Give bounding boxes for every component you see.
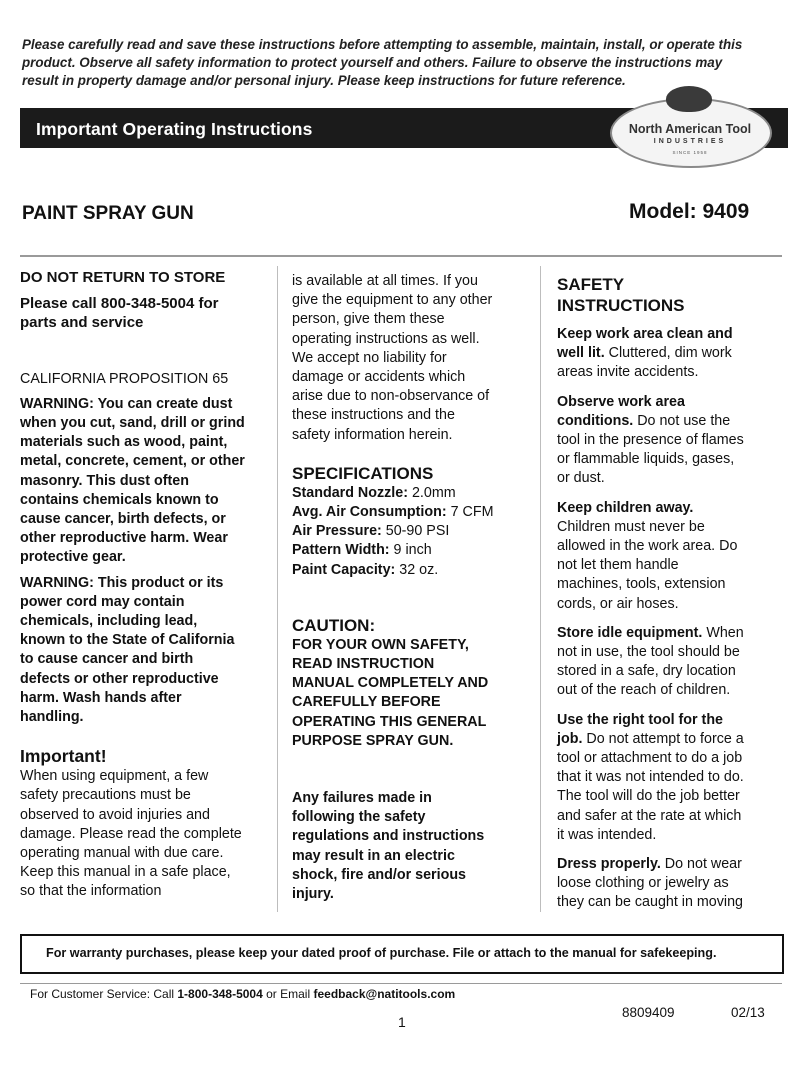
rule-text: Cluttered, dim work <box>604 345 732 362</box>
text-line: When using equipment, a few <box>20 768 209 785</box>
intro-notice <box>22 36 782 90</box>
specifications-heading: SPECIFICATIONS <box>292 463 434 483</box>
spec-row <box>292 503 524 522</box>
failures-line: injury. <box>292 886 334 903</box>
rule-text: it was intended. <box>557 826 657 843</box>
intro-line: product. Observe all safety information to protect yourself and others. Failure to observe the instructions may <box>22 55 723 70</box>
logo-industries: INDUSTRIES <box>653 138 727 145</box>
text-line: We accept no liability for <box>292 349 447 366</box>
warning-line: handling. <box>20 709 84 726</box>
rule-text: cords, or air hoses. <box>557 595 679 612</box>
spec-value: 2.0mm <box>407 484 456 501</box>
spec-label: Avg. Air Consumption: <box>292 504 447 521</box>
safety-rule-conditions <box>557 393 771 489</box>
spec-value: 9 inch <box>389 542 432 559</box>
rule-text: tool or attachment to do a job <box>557 750 743 767</box>
failures-line: shock, fire and/or serious <box>292 866 466 883</box>
text-line: these instructions and the <box>292 407 455 424</box>
footer-text: or Email <box>262 987 314 1001</box>
failures-line: Any failures made in <box>292 790 432 807</box>
column-right <box>557 274 771 913</box>
safety-heading: SAFETY <box>557 275 625 294</box>
rule-title: Dress properly. <box>557 856 661 873</box>
footer-text: For Customer Service: Call <box>30 987 178 1001</box>
spec-label: Pattern Width: <box>292 542 390 559</box>
rule-text: Do not use the <box>633 412 731 429</box>
rule-title: Keep children away. <box>557 499 694 516</box>
globe-icon <box>666 86 712 112</box>
rule-text: areas invite accidents. <box>557 364 699 381</box>
warning-lead <box>20 574 272 728</box>
warning-line: other reproductive harm. Wear <box>20 530 228 547</box>
document-date: 02/13 <box>731 1005 765 1020</box>
caution-line: FOR YOUR OWN SAFETY, <box>292 636 469 653</box>
warning-line: masonry. This dust often <box>20 472 189 489</box>
caution-line: OPERATING THIS GENERAL <box>292 713 487 730</box>
rule-text: or flammable liquids, gases, <box>557 451 735 468</box>
column-middle <box>292 272 524 904</box>
text-line: safety precautions must be <box>20 787 191 804</box>
text-line: safety information herein. <box>292 426 453 443</box>
logo-name: North American Tool <box>628 122 752 136</box>
safety-heading: INSTRUCTIONS <box>557 296 685 315</box>
warning-line: cause cancer, birth defects, or <box>20 511 226 528</box>
rule-title: well lit. <box>557 345 605 362</box>
rule-text: loose clothing or jewelry as <box>557 875 729 892</box>
warning-line: known to the State of California <box>20 632 235 649</box>
failures-text <box>292 789 524 904</box>
rule-title: Store idle equipment. <box>557 624 703 641</box>
important-text <box>20 767 272 901</box>
failures-line: regulations and instructions <box>292 828 485 845</box>
spec-value: 32 oz. <box>395 561 439 578</box>
warning-line: WARNING: This product or its <box>20 574 224 591</box>
rule-title: Keep work area clean and <box>557 326 733 342</box>
warning-line: when you cut, sand, drill or grind <box>20 415 245 432</box>
spec-label: Paint Capacity: <box>292 561 396 578</box>
spec-value: 50-90 PSI <box>381 523 450 540</box>
text-line: give the equipment to any other <box>292 292 493 309</box>
model-number: Model: 9409 <box>629 200 750 223</box>
call-line: Please call 800-348-5004 for <box>20 295 219 313</box>
warning-line: contains chemicals known to <box>20 491 219 508</box>
prop65-heading: CALIFORNIA PROPOSITION 65 <box>20 370 229 387</box>
call-line: parts and service <box>20 314 144 332</box>
footer-email: feedback@natitools.com <box>313 987 456 1001</box>
banner-title: Important Operating Instructions <box>36 119 313 139</box>
warning-line: to cause cancer and birth <box>20 651 194 668</box>
warning-line: protective gear. <box>20 549 126 566</box>
warning-line: power cord may contain <box>20 593 185 610</box>
bottom-divider <box>20 983 782 984</box>
logo-since: SINCE 1958 <box>672 150 708 155</box>
text-line: operating instructions as well. <box>292 330 480 347</box>
caution-line: READ INSTRUCTION <box>292 656 435 673</box>
rule-text: Children must never be <box>557 518 705 535</box>
rule-line <box>557 855 771 874</box>
rule-text: not let them handle <box>557 557 679 574</box>
spec-label: Air Pressure: <box>292 523 382 540</box>
safety-rule-children <box>557 499 771 614</box>
rule-title: job. <box>557 730 583 747</box>
safety-rule-work-area <box>557 325 771 383</box>
rule-line <box>557 344 771 363</box>
rule-text: machines, tools, extension <box>557 576 726 593</box>
rule-text: Do not wear <box>660 856 742 873</box>
text-line: damage or accidents which <box>292 369 466 386</box>
footer-phone: 1-800-348-5004 <box>177 987 263 1001</box>
column-left <box>20 268 272 902</box>
text-line: so that the information <box>20 883 162 900</box>
failures-line: following the safety <box>292 809 426 826</box>
spec-row <box>292 484 524 503</box>
spec-row <box>292 522 524 541</box>
intro-line: result in property damage and/or personal injury. Please keep instructions for future reference. <box>22 73 626 88</box>
rule-text: Do not attempt to force a <box>582 730 744 747</box>
rule-title: Use the right tool for the <box>557 711 723 728</box>
top-divider <box>20 255 782 257</box>
page-number: 1 <box>398 1014 406 1030</box>
intro-line: Please carefully read and save these instructions before attempting to assemble, maintain, install, or operate this <box>22 37 743 52</box>
rule-text: and safer at the rate at which <box>557 807 742 824</box>
rule-line <box>557 730 771 749</box>
warning-dust <box>20 395 272 568</box>
caution-line: PURPOSE SPRAY GUN. <box>292 732 454 749</box>
safety-rule-right-tool <box>557 711 771 845</box>
safety-rule-idle-equipment <box>557 624 771 701</box>
column-divider <box>277 266 278 912</box>
do-not-return-heading: DO NOT RETURN TO STORE <box>20 269 226 286</box>
warning-line: materials such as wood, paint, <box>20 434 228 451</box>
rule-text: allowed in the work area. Do <box>557 538 738 555</box>
rule-title: Observe work area <box>557 393 685 410</box>
text-line: operating manual with due care. <box>20 845 224 862</box>
failures-line: may result in an electric <box>292 847 455 864</box>
text-line: arise due to non-observance of <box>292 388 490 405</box>
text-line: damage. Please read the complete <box>20 825 242 842</box>
rule-text: stored in a safe, dry location <box>557 663 736 680</box>
rule-line <box>557 412 771 431</box>
text-line: is available at all times. If you <box>292 273 478 289</box>
rule-text: When <box>702 624 744 641</box>
rule-text: that it was not intended to do. <box>557 769 744 786</box>
rule-text: or dust. <box>557 470 605 487</box>
rule-title: conditions. <box>557 412 634 429</box>
rule-text: The tool will do the job better <box>557 788 740 805</box>
text-line: person, give them these <box>292 311 445 328</box>
customer-service-footer <box>30 987 455 1001</box>
rule-text: they can be caught in moving <box>557 894 743 911</box>
warning-line: defects or other reproductive <box>20 670 219 687</box>
caution-text <box>292 636 524 751</box>
rule-text: tool in the presence of flames <box>557 432 744 449</box>
spec-label: Standard Nozzle: <box>292 484 408 501</box>
safety-rule-dress <box>557 855 771 913</box>
warning-line: harm. Wash hands after <box>20 689 182 706</box>
company-logo <box>610 86 770 168</box>
column-divider <box>540 266 541 912</box>
caution-line: CAREFULLY BEFORE <box>292 694 441 711</box>
text-line: Keep this manual in a safe place, <box>20 864 231 881</box>
important-heading: Important! <box>20 746 107 767</box>
warning-line: chemicals, including lead, <box>20 613 198 630</box>
warning-line: metal, concrete, cement, or other <box>20 453 245 470</box>
product-title: PAINT SPRAY GUN <box>22 203 194 224</box>
spec-row <box>292 561 524 580</box>
warning-line: WARNING: You can create dust <box>20 395 233 412</box>
warranty-text: For warranty purchases, please keep your dated proof of purchase. File or attach to the manual for safekeeping. <box>46 946 717 960</box>
caution-heading: CAUTION: <box>292 615 376 635</box>
rule-text: not in use, the tool should be <box>557 644 740 661</box>
spec-row <box>292 541 524 560</box>
rule-text: out of the reach of children. <box>557 682 731 699</box>
rule-line <box>557 624 771 643</box>
text-line: observed to avoid injuries and <box>20 806 210 823</box>
document-number: 8809409 <box>622 1005 675 1020</box>
continued-text <box>292 272 524 445</box>
caution-line: MANUAL COMPLETELY AND <box>292 675 489 692</box>
spec-value: 7 CFM <box>446 504 494 521</box>
specifications-list <box>292 484 524 580</box>
